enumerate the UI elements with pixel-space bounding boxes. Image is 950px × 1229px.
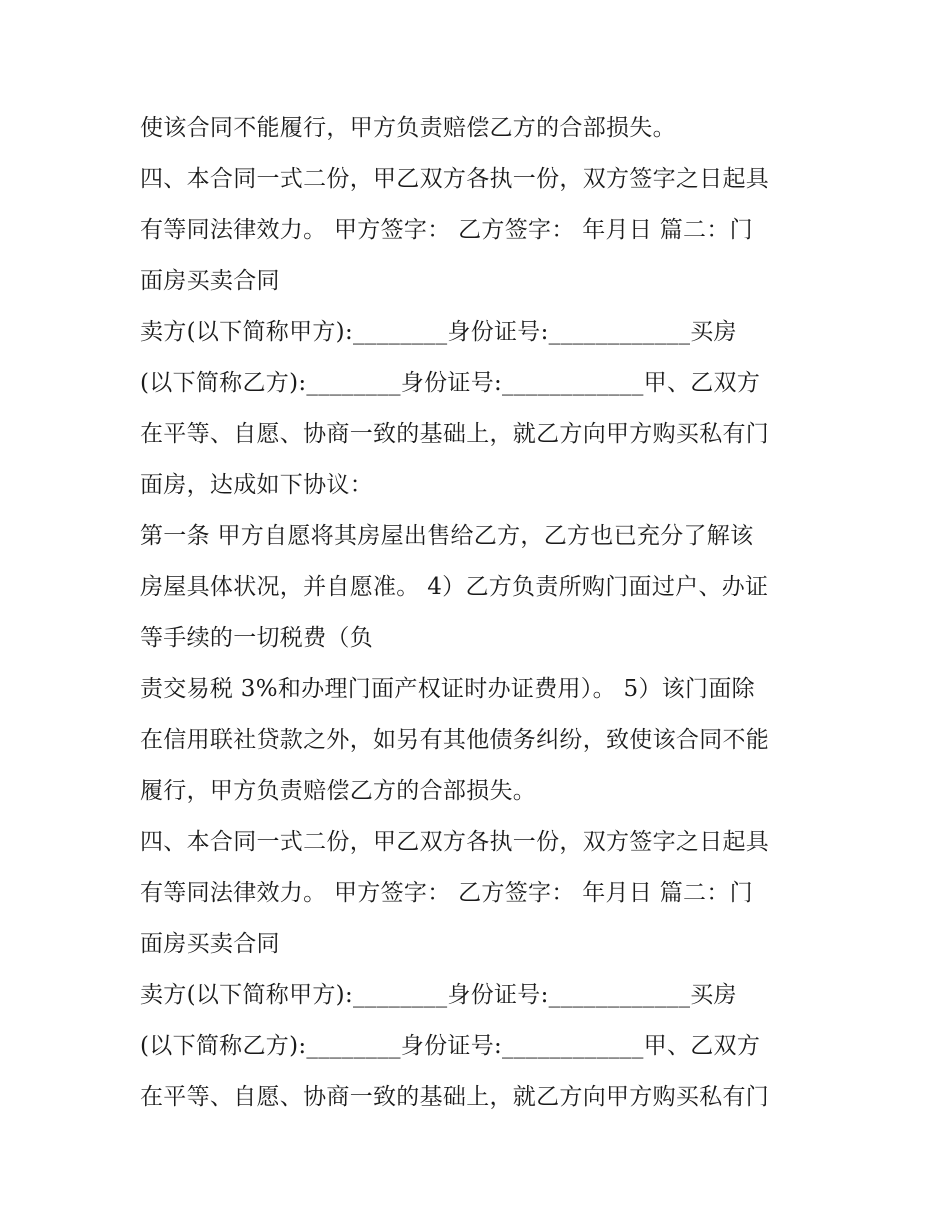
text-line: (以下简称乙方):________身份证号:____________甲、乙双方 [140, 1033, 761, 1059]
text-line: 卖方(以下简称甲方):________身份证号:____________买房 [140, 319, 737, 345]
text-line: 房屋具体状况，并自愿准。 4）乙方负责所购门面过户、办证 [140, 574, 769, 600]
text-line: 使该合同不能履行，甲方负责赔偿乙方的合部损失。 [140, 115, 676, 141]
text-line: 有等同法律效力。 甲方签字： 乙方签字： 年月日 篇二：门 [140, 217, 753, 243]
text-line: 在平等、自愿、协商一致的基础上，就乙方向甲方购买私有门 [140, 421, 770, 447]
text-line: 面房买卖合同 [140, 268, 280, 294]
text-line: 面房，达成如下协议： [140, 472, 373, 498]
text-line: 在信用联社贷款之外，如另有其他债务纠纷，致使该合同不能 [140, 727, 770, 753]
text-line: 履行，甲方负责赔偿乙方的合部损失。 [140, 778, 537, 804]
text-line: 等手续的一切税费（负 [140, 625, 373, 651]
text-line: 第一条 甲方自愿将其房屋出售给乙方，乙方也已充分了解该 [140, 523, 754, 549]
text-line: 责交易税 3%和办理门面产权证时办证费用）。 5）该门面除 [140, 676, 755, 702]
text-line: 四、本合同一式二份，甲乙双方各执一份，双方签字之日起具 [140, 829, 770, 855]
text-line: 卖方(以下简称甲方):________身份证号:____________买房 [140, 982, 737, 1008]
text-line: 有等同法律效力。 甲方签字： 乙方签字： 年月日 篇二：门 [140, 880, 753, 906]
text-line: 面房买卖合同 [140, 931, 280, 957]
text-line: 在平等、自愿、协商一致的基础上，就乙方向甲方购买私有门 [140, 1084, 770, 1110]
text-line: (以下简称乙方):________身份证号:____________甲、乙双方 [140, 370, 761, 396]
text-line: 四、本合同一式二份，甲乙双方各执一份，双方签字之日起具 [140, 166, 770, 192]
